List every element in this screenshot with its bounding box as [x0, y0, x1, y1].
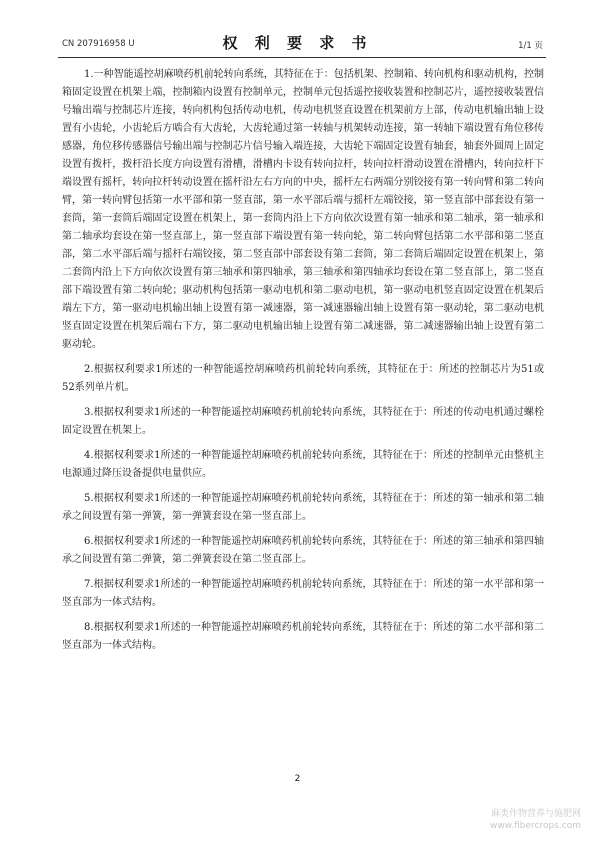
claim-4: 4.根据权利要求1所述的一种智能遥控胡麻喷药机前轮转向系统，其特征在于：所述的控制单元由整机主电源通过降压设备提供电量供应。	[62, 450, 544, 479]
claim-1: 1.一种智能遥控胡麻喷药机前轮转向系统，其特征在于：包括机架、控制箱、转向机构和驱动机构，控制箱固定设置在机架上端，控制箱内设置有控制单元，控制单元包括遥控接收装置和控制芯片，遥控接收装置信号输出端与控制芯片连接，转向机构包括传动电机，传动电机竖直设置在机架前方上部，传动电机输出轴上设置有小齿轮，小齿轮后方啮合有大齿轮，大齿轮通过第一转轴与机架转动连接，第一转轴下端设置有角位移传感器，角位移传感器信号输出端与控制芯片信号输入端连接，大齿轮下端固定设置有轴套，轴套外圆周上固定设置有拨杆，拨杆沿长度方向设置有滑槽，滑槽内卡设有转向拉杆，转向拉杆滑动设置在滑槽内，转向拉杆下端设置有摇杆，转向拉杆转动设置在摇杆沿左右方向的中央，摇杆左右两端分别铰接有第一转向臂和第二转向臂，第一转向臂包括第一水平部和第一竖直部，第一水平部后端与摇杆左端铰接，第一竖直部中部套设有第一套筒，第一套筒后端固定设置在机架上，第一套筒内沿上下方向依次设置有第一轴承和第二轴承，第一轴承和第二轴承均套设在第一竖直部上，第一竖直部下端设置有第一转向轮，第二转向臂包括第二水平部和第二竖直部，第二水平部后端与摇杆右端铰接，第二竖直部中部套设有第二套筒，第二套筒后端固定设置在机架上，第二套筒内沿上下方向依次设置有第三轴承和第四轴承，第三轴承和第四轴承均套设在第二竖直部上，第二竖直部下端设置有第二转向轮；驱动机构包括第一驱动电机和第二驱动电机，第一驱动电机竖直固定设置在机架后端左下方，第一驱动电机输出轴上设置有第一减速器，第一减速器输出轴上设置有第一驱动轮，第二驱动电机竖直固定设置在机架后端右下方，第二驱动电机输出轴上设置有第二减速器，第二减速器输出轴上设置有第二驱动轮。	[62, 69, 544, 350]
watermark-url: www.fibercrops.com	[490, 821, 581, 831]
claims-body	[62, 66, 544, 662]
watermark-cn-text: 麻类作物营养与施肥网	[490, 809, 581, 819]
patent-number: CN 207916958 U	[62, 39, 135, 49]
page-indicator: 1/1 页	[518, 41, 543, 51]
claim-7: 7.根据权利要求1所述的一种智能遥控胡麻喷药机前轮转向系统，其特征在于：所述的第一水平部和第一竖直部为一体式结构。	[62, 579, 544, 608]
site-watermark	[490, 808, 581, 832]
claim-8: 8.根据权利要求1所述的一种智能遥控胡麻喷药机前轮转向系统，其特征在于：所述的第二水平部和第二竖直部为一体式结构。	[62, 622, 544, 651]
claim-2: 2.根据权利要求1所述的一种智能遥控胡麻喷药机前轮转向系统，其特征在于：所述的控制芯片为51或52系列单片机。	[62, 364, 544, 393]
claim-3: 3.根据权利要求1所述的一种智能遥控胡麻喷药机前轮转向系统，其特征在于：所述的传动电机通过螺栓固定设置在机架上。	[62, 407, 544, 436]
document-header	[0, 30, 595, 54]
claim-6: 6.根据权利要求1所述的一种智能遥控胡麻喷药机前轮转向系统，其特征在于：所述的第三轴承和第四轴承之间设置有第二弹簧，第二弹簧套设在第二竖直部上。	[62, 536, 544, 565]
document-title: 权 利 要 求 书	[222, 34, 373, 52]
header-divider	[58, 57, 546, 58]
page-number: 2	[294, 774, 301, 784]
claim-5: 5.根据权利要求1所述的一种智能遥控胡麻喷药机前轮转向系统，其特征在于：所述的第一轴承和第二轴承之间设置有第一弹簧，第一弹簧套设在第一竖直部上。	[62, 493, 544, 522]
